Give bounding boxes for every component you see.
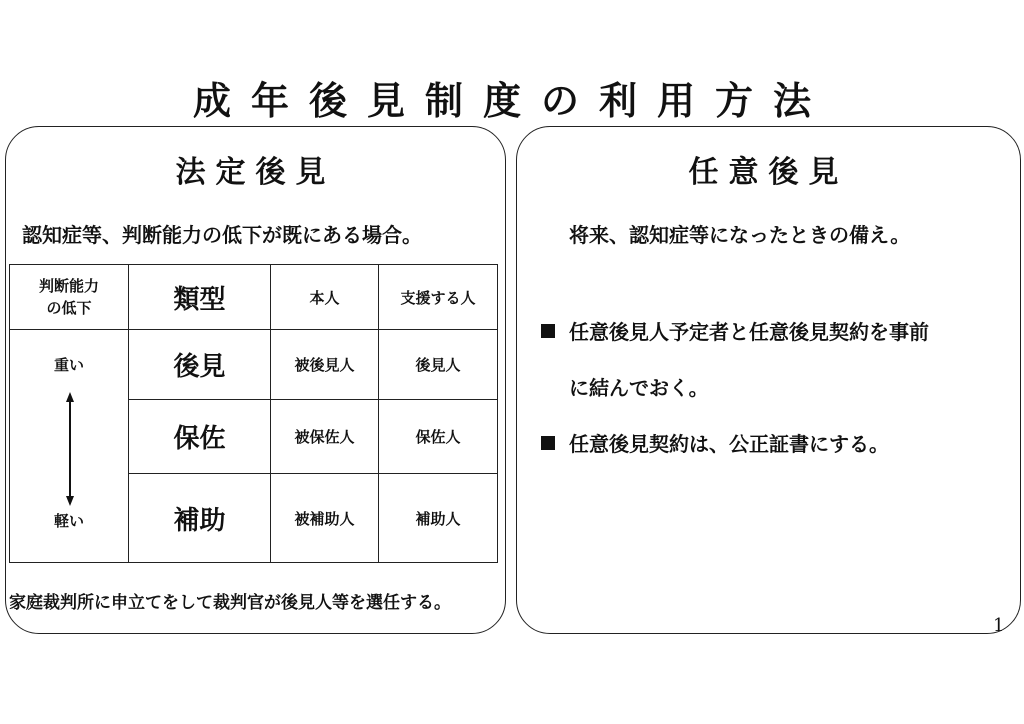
voluntary-guardianship-heading: 任意後見 [688,155,849,190]
list-item [541,316,929,345]
square-bullet-icon [541,324,555,338]
court-appointment-note: 家庭裁判所に申立てをして裁判官が後見人等を選任する。 [9,593,451,613]
list-item-text: 任意後見契約は、公正証書にする。 [569,432,889,456]
degree-column [10,330,129,563]
supporter-cell: 後見人 [379,330,498,400]
principal-header: 本人 [271,265,379,330]
list-item-continuation: に結んでおく。 [569,376,709,400]
principal-cell: 被後見人 [271,330,379,400]
principal-cell: 被補助人 [271,474,379,563]
supporter-cell: 保佐人 [379,400,498,474]
judgment-decline-header-line-1: 判断能力 [38,277,99,295]
supporter-cell: 補助人 [379,474,498,563]
page-title: 成年後見制度の利用方法 [192,79,831,123]
square-bullet-icon [541,436,555,450]
voluntary-guardianship-description: 将来、認知症等になったときの備え。 [569,223,911,247]
type-header: 類型 [129,265,271,330]
judgment-decline-header [10,265,129,330]
degree-heavy-label: 重い [53,356,84,374]
supporter-header: 支援する人 [379,265,498,330]
type-cell: 補助 [129,474,271,563]
legal-guardianship-description: 認知症等、判断能力の低下が既にある場合。 [22,223,422,247]
type-cell: 保佐 [129,400,271,474]
principal-cell: 被保佐人 [271,400,379,474]
legal-guardianship-heading: 法定後見 [175,155,336,190]
page-number: 1 [993,615,1005,636]
table-header-row [10,265,498,330]
degree-light-label: 軽い [53,512,84,530]
double-arrow-icon [66,392,74,506]
list-item [541,428,889,457]
guardianship-types-table [9,264,498,563]
type-cell: 後見 [129,330,271,400]
list-item-text: 任意後見人予定者と任意後見契約を事前 [569,320,929,344]
judgment-decline-header-line-2: の低下 [46,299,92,317]
table-row [10,330,498,400]
